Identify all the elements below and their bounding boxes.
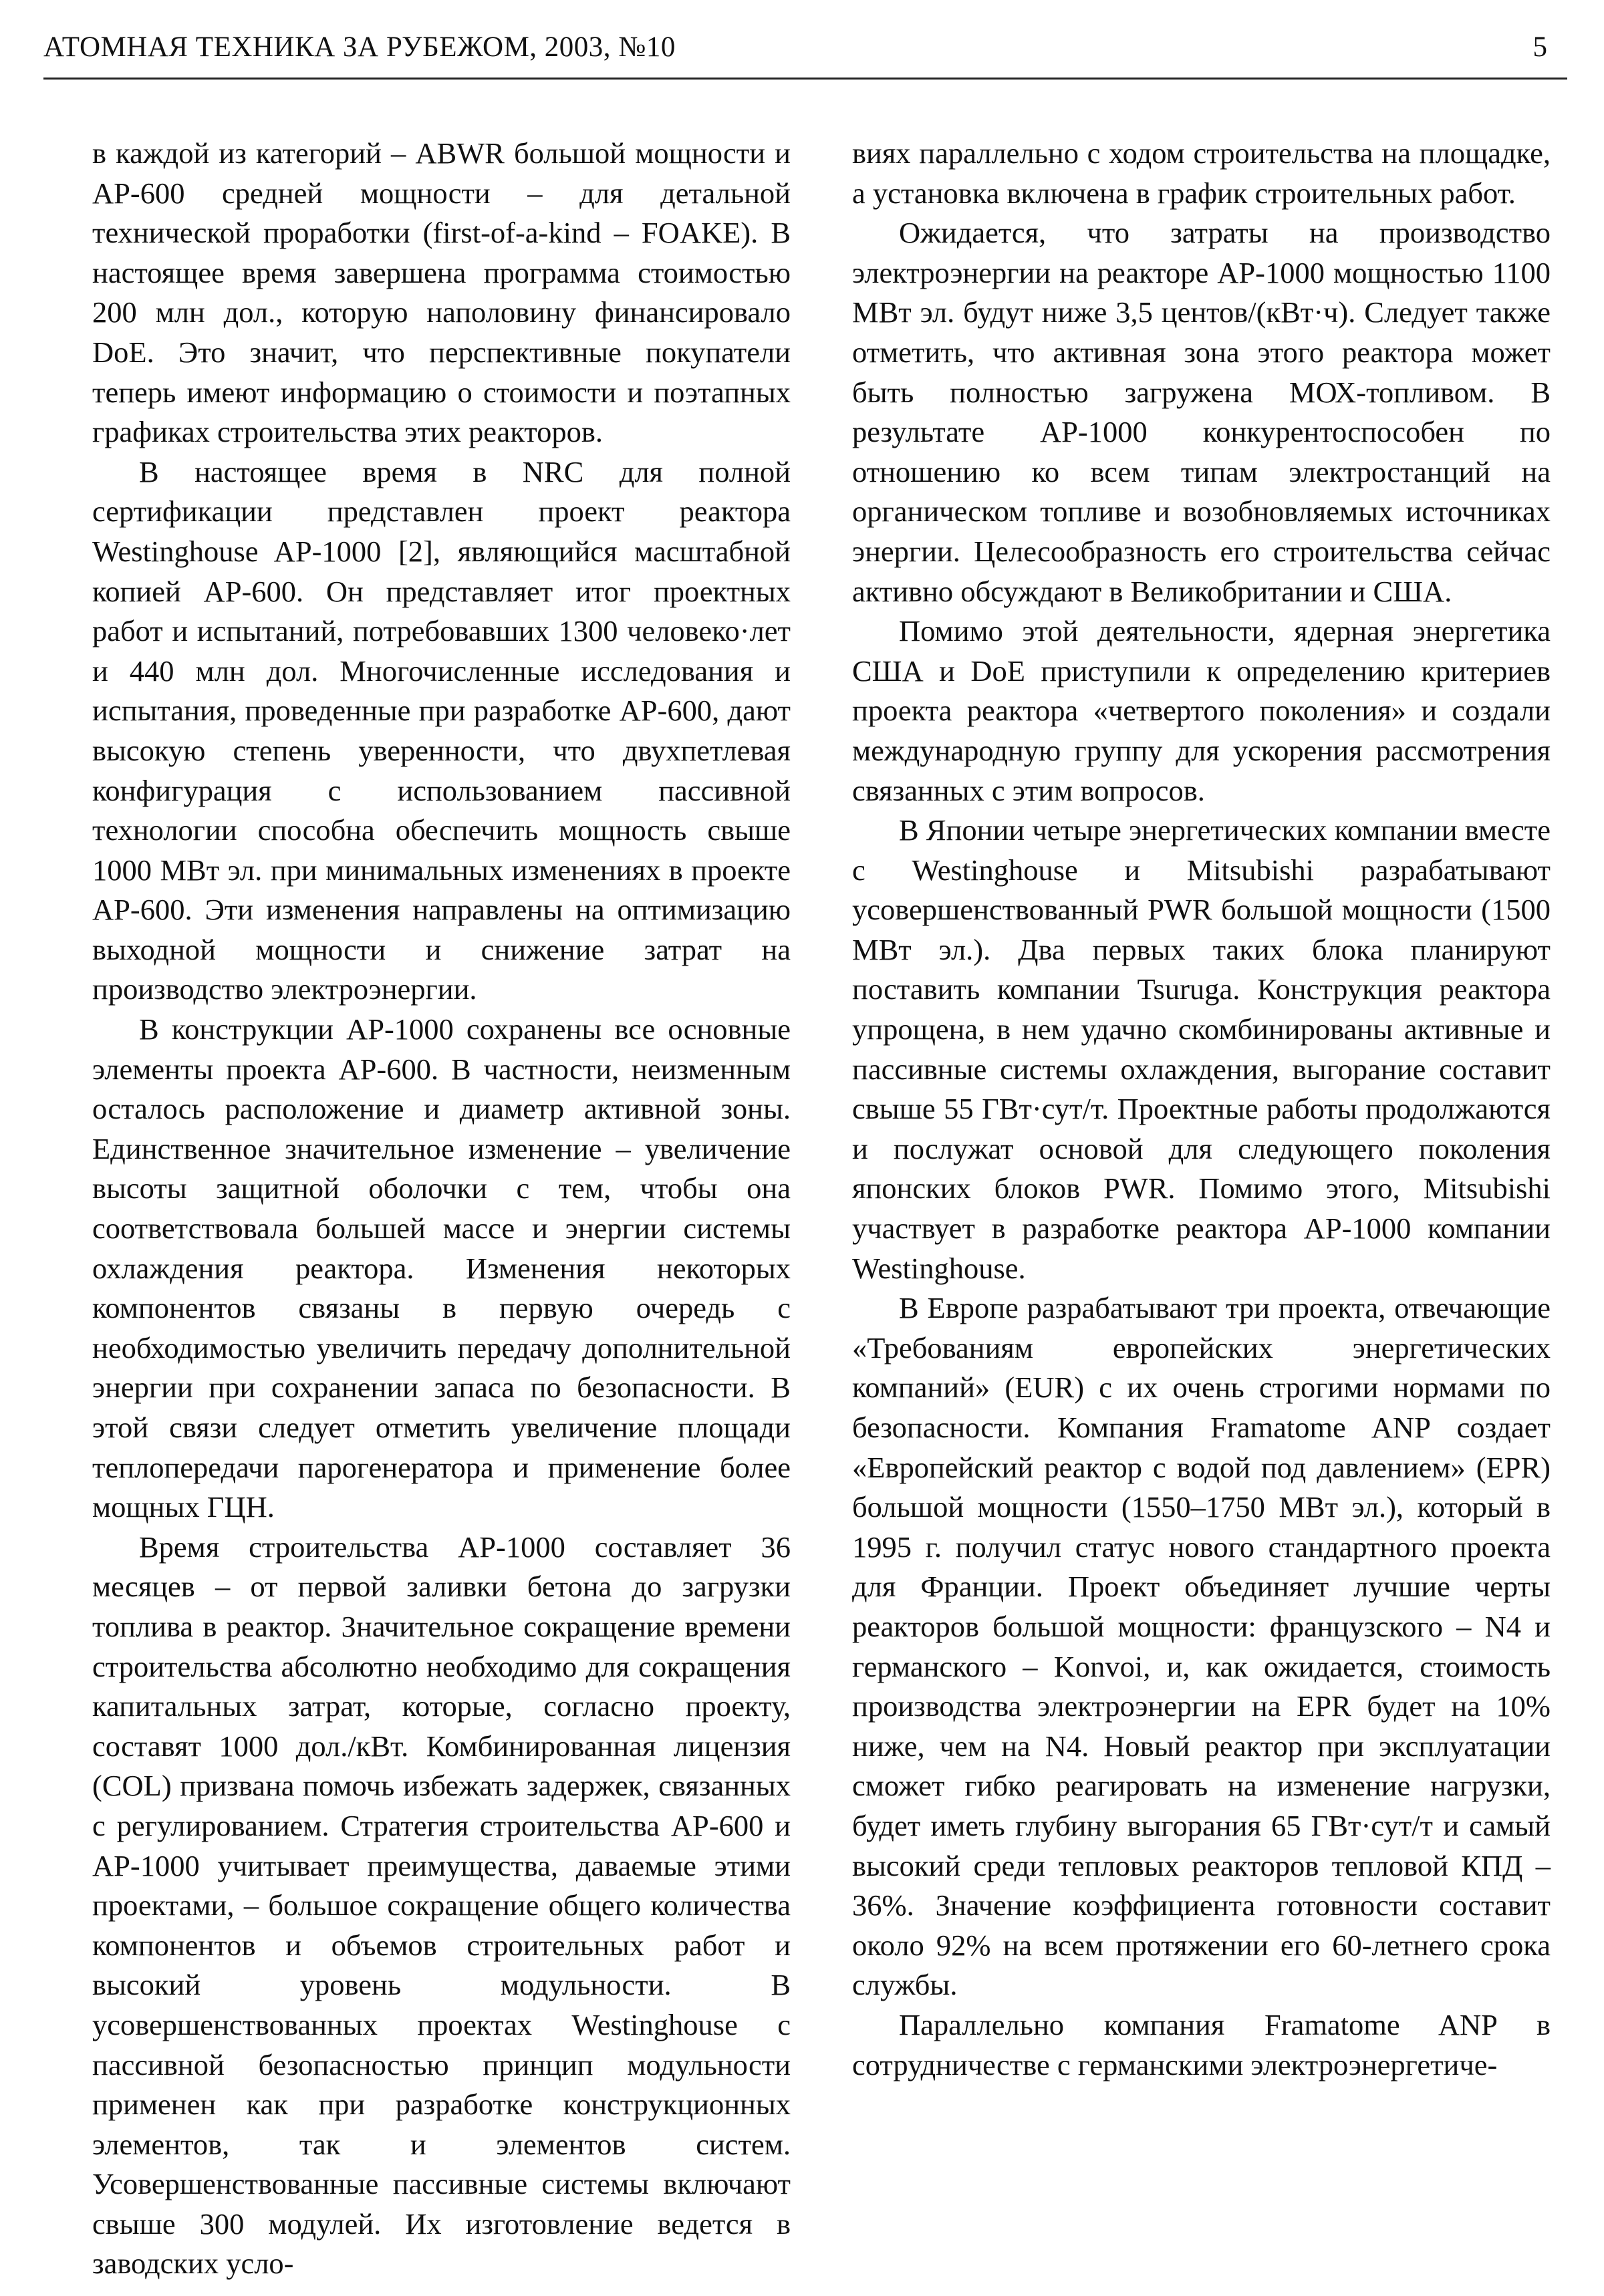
left-column xyxy=(92,134,791,2284)
paragraph: в каждой из категорий – ABWR большой мощности и AP-600 средней мощности – для детальной технической проработки (first-of-a-kind – FOAKE). В настоящее время завершена программа стоимостью 200 млн дол., которую наполовину финансировало DoE. Это значит, что перспективные покупатели теперь имеют информацию о стоимости и поэтапных графиках строительства этих реакторов. xyxy=(92,136,791,449)
right-column xyxy=(852,134,1551,2085)
paragraph: Помимо этой деятельности, ядерная энергетика США и DoE приступили к определению критериев проекта реактора «четвертого поколения» и создали международную группу для ускорения рассмотрения связанных с этим вопросов. xyxy=(852,614,1551,807)
page-number: 5 xyxy=(1532,31,1547,63)
paragraph: Ожидается, что затраты на производство электроэнергии на реакторе AP-1000 мощностью 1100 МВт эл. будут ниже 3,5 центов/(кВт·ч). Следует также отметить, что активная зона этого реактора может быть полностью загружена МОХ-топливом. В результате AP-1000 конкурентоспособен по отношению ко всем типам электростанций на органическом топливе и возобновляемых источниках энергии. Целесообразность его строительства сейчас активно обсуждают в Великобритании и США. xyxy=(852,216,1551,608)
running-header xyxy=(43,27,1567,80)
paragraph: Время строительства AP-1000 составляет 36 месяцев – от первой заливки бетона до загрузки топлива в реактор. Значительное сокращение времени строительства абсолютно необходимо для сокращения капитальных затрат, которые, согласно проекту, составят 1000 дол./кВт. Комбинированная лицензия (COL) призвана помочь избежать задержек, связанных с регулированием. Стратегия строительства AP-600 и AP-1000 учитывает преимущества, даваемые этими проектами, – большое сокращение общего количества компонентов и объемов строительных работ и высокий уровень модульности. В усовершенствованных проектах Westinghouse с пассивной безопасностью принцип модульности применен как при разработке конструкционных элементов, так и элементов систем. Усовершенствованные пассивные системы включают свыше 300 модулей. Их изготовление ведется в заводских усло- xyxy=(92,1530,791,2281)
journal-title: АТОМНАЯ ТЕХНИКА ЗА РУБЕЖОМ, 2003, №10 xyxy=(43,31,676,63)
paragraph: виях параллельно с ходом строительства на площадке, а установка включена в график строительных работ. xyxy=(852,136,1551,210)
paragraph: В Европе разрабатывают три проекта, отвечающие «Требованиям европейских энергетических компаний» (EUR) с их очень строгими нормами по безопасности. Компания Framatome ANP создает «Европейский реактор с водой под давлением» (EPR) большой мощности (1550–1750 МВт эл.), который в 1995 г. получил статус нового стандартного проекта для Франции. Проект объединяет лучшие черты реакторов большой мощности: французского – N4 и германского – Konvoi, и, как ожидается, стоимость производства электроэнергии на EPR будет на 10% ниже, чем на N4. Новый реактор при эксплуатации сможет гибко реагировать на изменение нагрузки, будет иметь глубину выгорания 65 ГВт·сут/т и самый высокий среди тепловых реакторов тепловой КПД – 36%. Значение коэффициента готовности составит около 92% на всем протяжении его 60-летнего срока службы. xyxy=(852,1291,1551,2002)
paragraph: В настоящее время в NRC для полной сертификации представлен проект реактора Westinghouse AP-1000 [2], являющийся масштабной копией AP-600. Он представляет итог проектных работ и испытаний, потребовавших 1300 человеко·лет и 440 млн дол. Многочисленные исследования и испытания, проведенные при разработке AP-600, дают высокую степень уверенности, что двухпетлевая конфигурация с использованием пассивной технологии способна обеспечить мощность свыше 1000 МВт эл. при минимальных изменениях в проекте AP-600. Эти изменения направлены на оптимизацию выходной мощности и снижение затрат на производство электроэнергии. xyxy=(92,454,791,1006)
paragraph: Параллельно компания Framatome ANP в сотрудничестве с германскими электроэнергетиче- xyxy=(852,2007,1551,2082)
paragraph: В конструкции AP-1000 сохранены все основные элементы проекта AP-600. В частности, неизменным осталось расположение и диаметр активной зоны. Единственное значительное изменение – увеличение высоты защитной оболочки с тем, чтобы она соответствовала большей массе и энергии системы охлаждения реактора. Изменения некоторых компонентов связаны в первую очередь с необходимостью увеличить передачу дополнительной энергии при сохранении запаса по безопасности. В этой связи следует отметить увеличение площади теплопередачи парогенератора и применение более мощных ГЦН. xyxy=(92,1012,791,1524)
paragraph: В Японии четыре энергетических компании вместе с Westinghouse и Mitsubishi разрабатывают усовершенствованный PWR большой мощности (1500 МВт эл.). Два первых таких блока планируют поставить компании Tsuruga. Конструкция реактора упрощена, в нем удачно скомбинированы активные и пассивные системы охлаждения, выгорание составит свыше 55 ГВт·сут/т. Проектные работы продолжаются и послужат основой для следующего поколения японских блоков PWR. Помимо этого, Mitsubishi участвует в разработке реактора AP-1000 компании Westinghouse. xyxy=(852,813,1551,1285)
